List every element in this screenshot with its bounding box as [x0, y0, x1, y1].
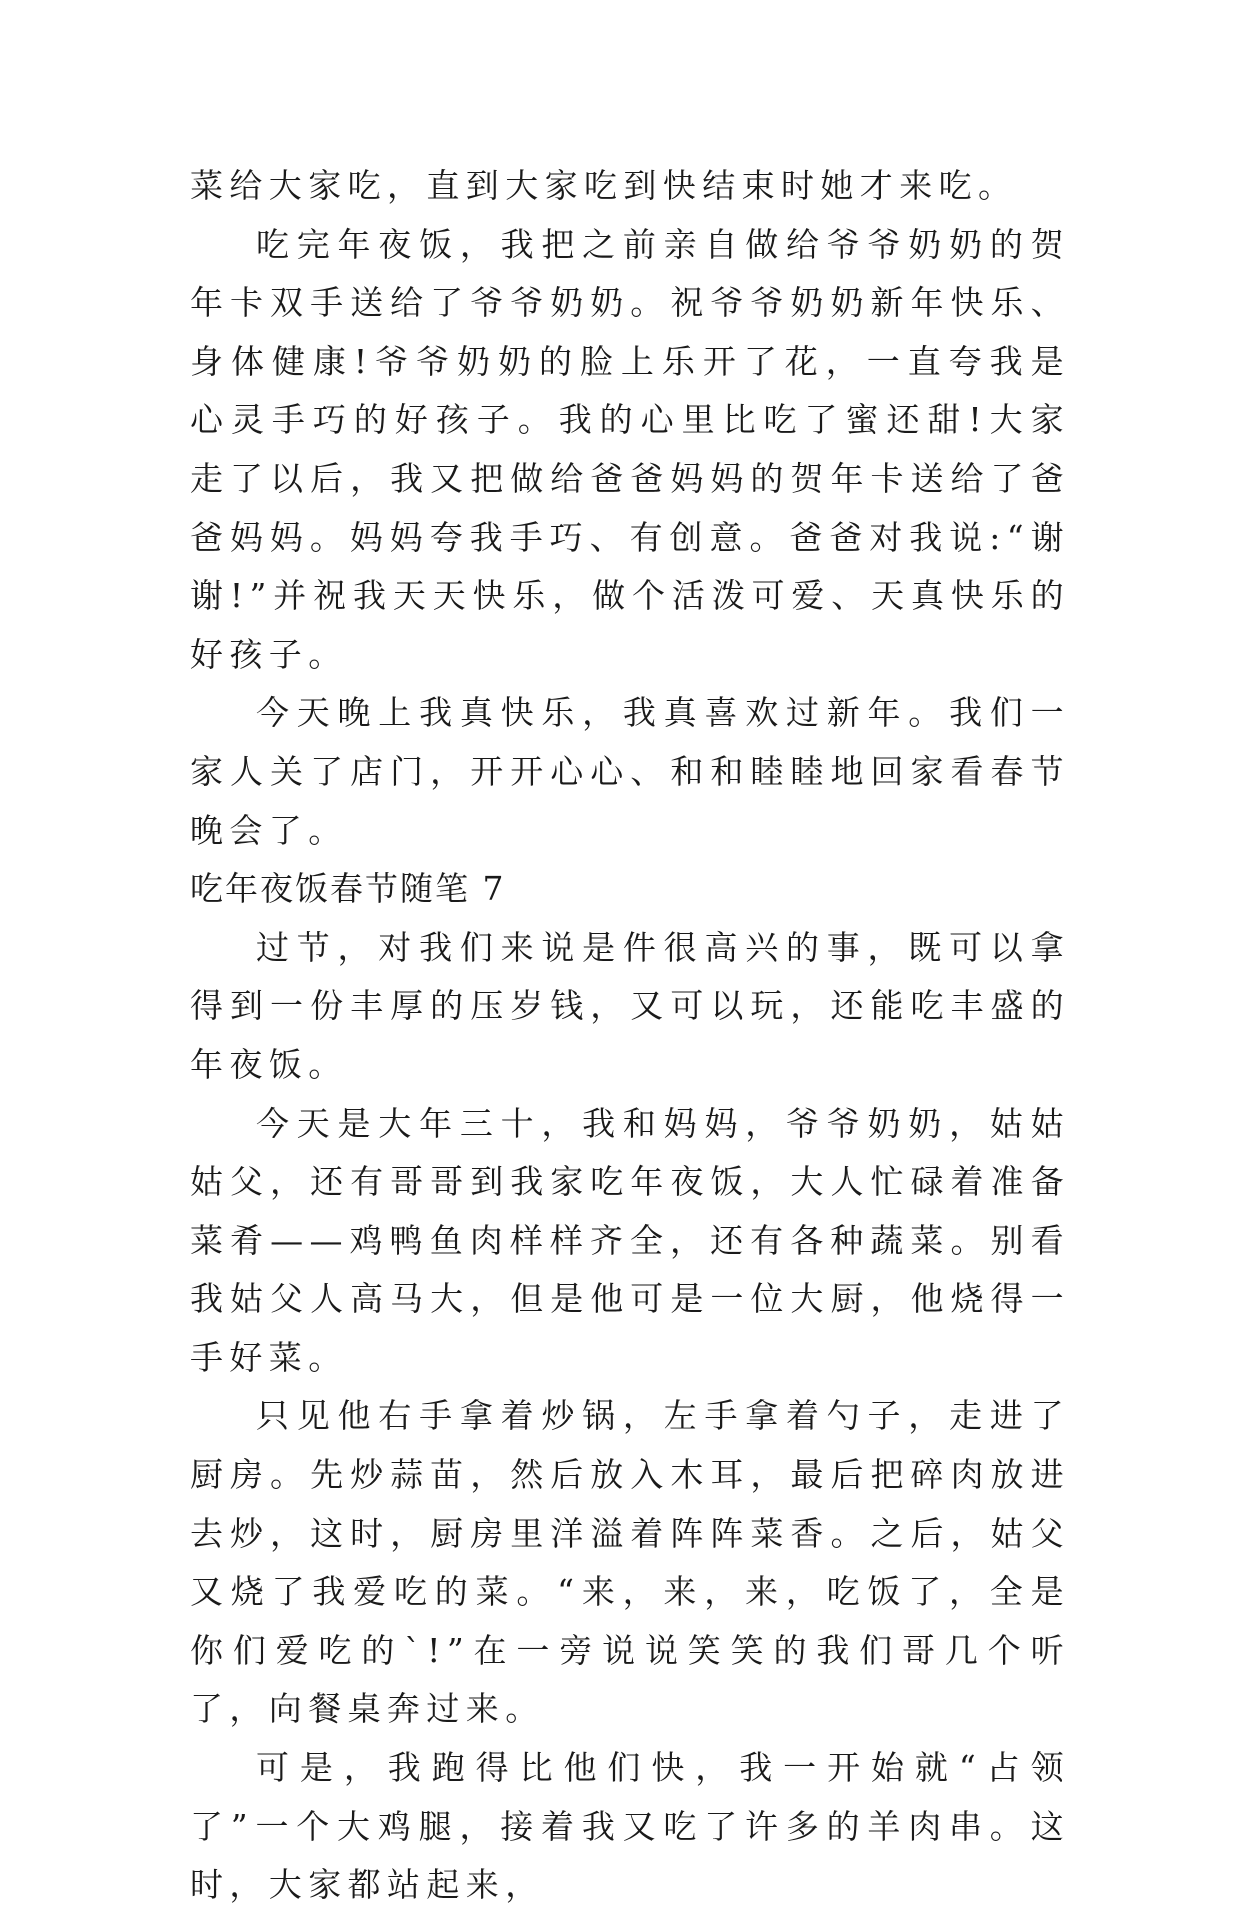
paragraph-continuation: 菜给大家吃，直到大家吃到快结束时她才来吃。: [190, 166, 1018, 205]
paragraph-greeting-cards: 吃完年夜饭，我把之前亲自做给爷爷奶奶的贺年卡双手送给了爷爷奶奶。祝爷爷奶奶新年快乐、身体健康!爷爷奶奶的脸上乐开了花，一直夸我是心灵手巧的好孩子。我的心里比吃了蜜还甜!大家走了以后，我又把做给爸爸妈妈的贺年卡送给了爸爸妈妈。妈妈夸我手巧、有创意。爸爸对我说:“谢谢!”并祝我天天快乐，做个活泼可爱、天真快乐的好孩子。: [190, 224, 1070, 674]
paragraph-eating: 可是，我跑得比他们快，我一开始就“占领了”一个大鸡腿，接着我又吃了许多的羊肉串。这时，大家都站起来，: [190, 1748, 1070, 1905]
paragraph-new-years-eve: 今天是大年三十，我和妈妈，爷爷奶奶，姑姑姑父，还有哥哥到我家吃年夜饭，大人忙碌着准备菜肴——鸡鸭鱼肉样样齐全，还有各种蔬菜。别看我姑父人高马大，但是他可是一位大厨，他烧得一手好菜。: [190, 1103, 1070, 1377]
essay-title: 吃年夜饭春节随笔 7: [190, 869, 506, 909]
document-body: [190, 157, 1070, 1915]
paragraph-festival-intro: 过节，对我们来说是件很高兴的事，既可以拿得到一份丰厚的压岁钱，又可以玩，还能吃丰盛的年夜饭。: [190, 927, 1070, 1084]
paragraph-cooking: 只见他右手拿着炒锅，左手拿着勺子，走进了厨房。先炒蒜苗，然后放入木耳，最后把碎肉放进去炒，这时，厨房里洋溢着阵阵菜香。之后，姑父又烧了我爱吃的菜。“来，来，来，吃饭了，全是你们爱吃的`!”在一旁说说笑笑的我们哥几个听了，向餐桌奔过来。: [190, 1396, 1070, 1729]
paragraph-happy-evening: 今天晚上我真快乐，我真喜欢过新年。我们一家人关了店门，开开心心、和和睦睦地回家看春节晚会了。: [190, 693, 1070, 850]
